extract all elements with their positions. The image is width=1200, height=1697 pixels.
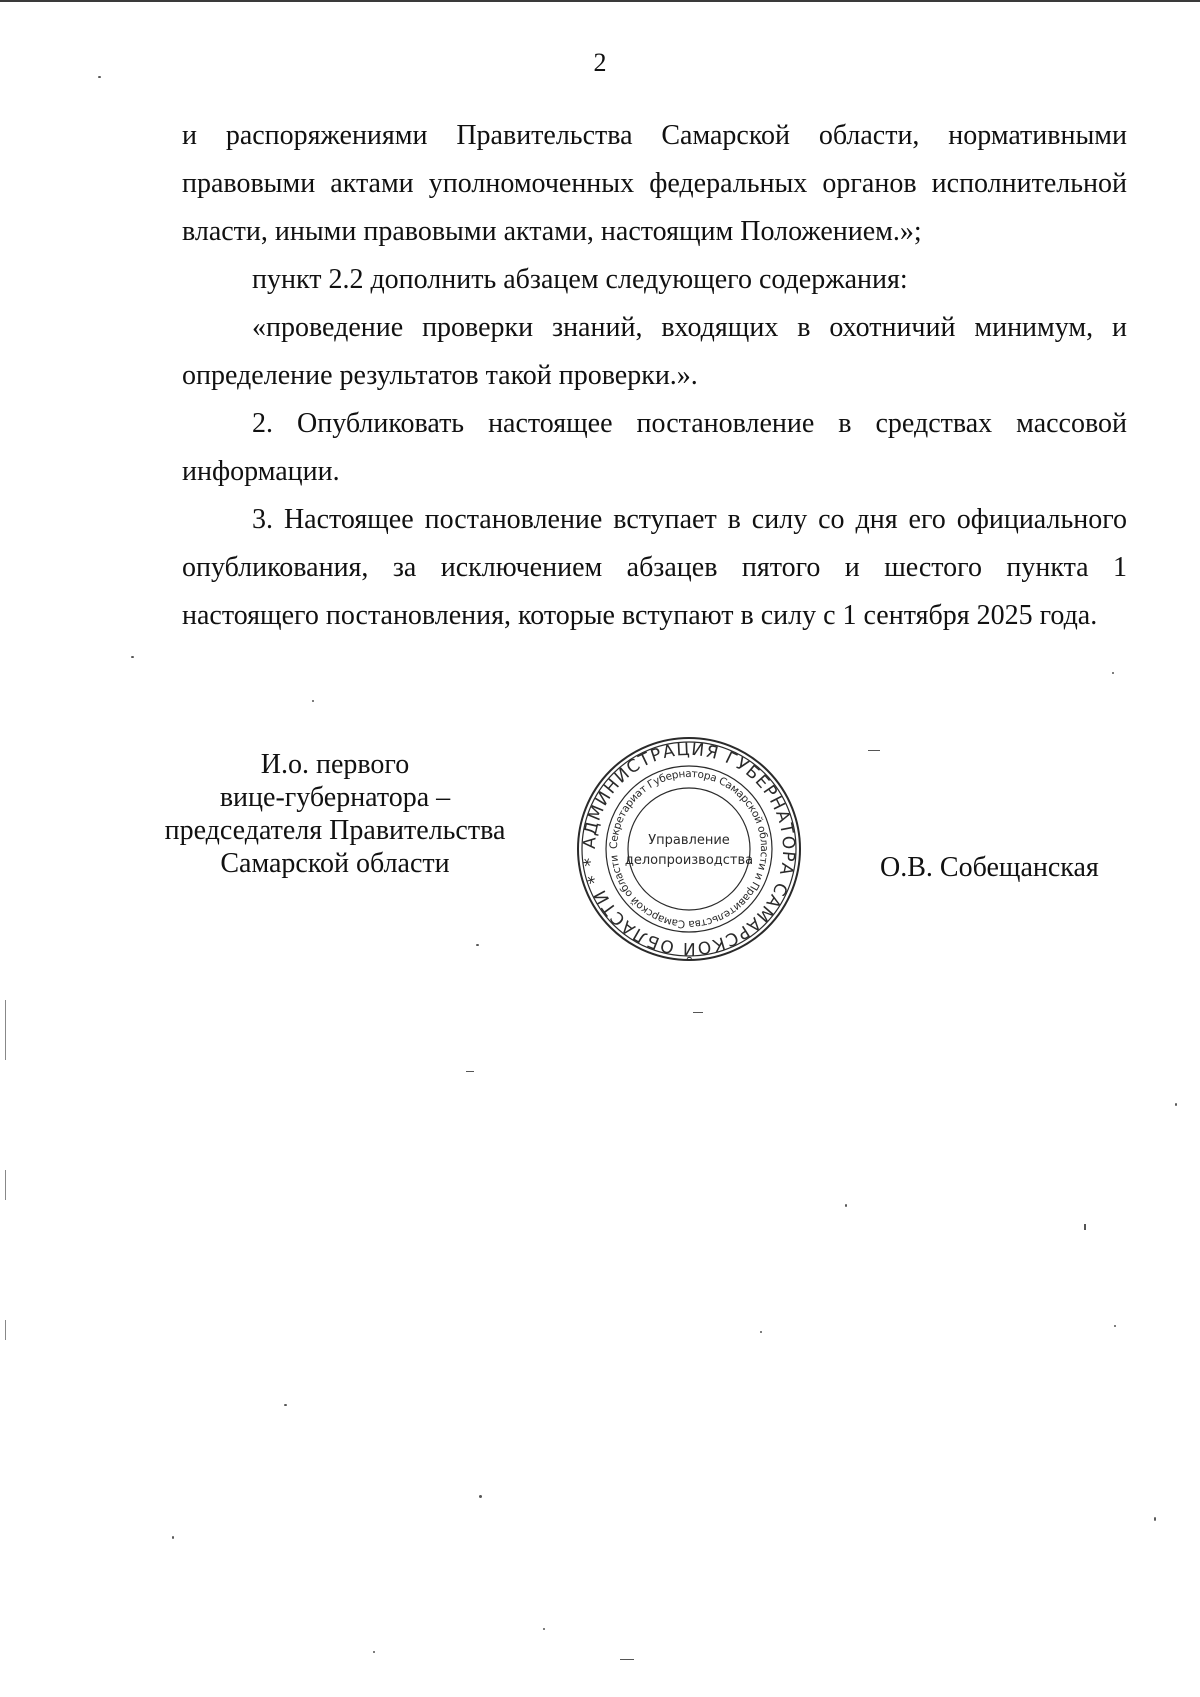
official-stamp — [576, 736, 802, 962]
paragraph-publication: 2. Опубликовать настоящее постановление в средствах массовой информации. — [182, 408, 1127, 487]
stamp-center-line: Управление — [648, 833, 730, 848]
scan-speck — [1154, 1517, 1156, 1521]
stamp-outer-text: АДМИНИСТРАЦИЯ ГУБЕРНАТОРА САМАРСКОЙ ОБЛАСТИ * * — [579, 739, 799, 959]
scan-speck — [1084, 1224, 1086, 1230]
stamp-center-line: делопроизводства — [624, 853, 754, 868]
document-body — [182, 112, 1127, 640]
scan-speck — [760, 1331, 762, 1333]
scan-speck — [476, 944, 479, 946]
scan-speck — [98, 76, 101, 78]
paragraph-entry-into-force: 3. Настоящее постановление вступает в силу со дня его официального опубликования, за исключением абзацев пятого и шестого пункта 1 настоящего постановления, которые вступают в силу с 1 сентября 2025 года. — [182, 504, 1127, 631]
signatory-title — [140, 748, 530, 880]
signatory-title-line: председателя Правительства — [164, 815, 506, 846]
scan-speck — [620, 1659, 634, 1660]
scan-speck — [466, 1071, 474, 1072]
scan-speck — [373, 1651, 375, 1653]
paragraph-amendment-text: «проведение проверки знаний, входящих в охотничий минимум, и определение результатов такой проверки.». — [182, 312, 1127, 391]
page-number: 2 — [593, 48, 607, 77]
scan-speck — [1114, 1325, 1116, 1327]
signatory-title-line: вице-губернатора – — [219, 782, 451, 813]
page-top-border — [0, 0, 1200, 2]
scan-speck — [693, 1012, 703, 1013]
paragraph-continuation: и распоряжениями Правительства Самарской области, нормативными правовыми актами уполномоченных федеральных органов исполнительной власти, иными правовыми актами, настоящим Положением.»; — [182, 120, 1127, 247]
scan-speck — [868, 750, 880, 751]
scan-speck — [479, 1495, 482, 1498]
scan-speck — [1175, 1103, 1177, 1106]
scan-edge-mark — [5, 1000, 6, 1060]
scan-speck — [543, 1628, 545, 1630]
stamp-inner-text: Секретариат Губернатора Самарской области и Правительства Самарской области — [607, 767, 771, 931]
scan-speck — [312, 700, 314, 702]
signatory-title-line: Самарской области — [220, 848, 450, 879]
scan-speck — [284, 1404, 287, 1406]
scan-speck — [845, 1204, 847, 1207]
scan-speck — [172, 1536, 174, 1539]
scan-edge-mark — [5, 1320, 6, 1340]
signatory-name: О.В. Собещанская — [880, 852, 1099, 883]
scan-speck — [1112, 672, 1114, 674]
scan-speck — [131, 656, 134, 658]
scan-edge-mark — [5, 1170, 6, 1200]
signatory-title-line: И.о. первого — [260, 749, 410, 780]
paragraph-amendment-intro: пункт 2.2 дополнить абзацем следующего содержания: — [252, 264, 908, 295]
